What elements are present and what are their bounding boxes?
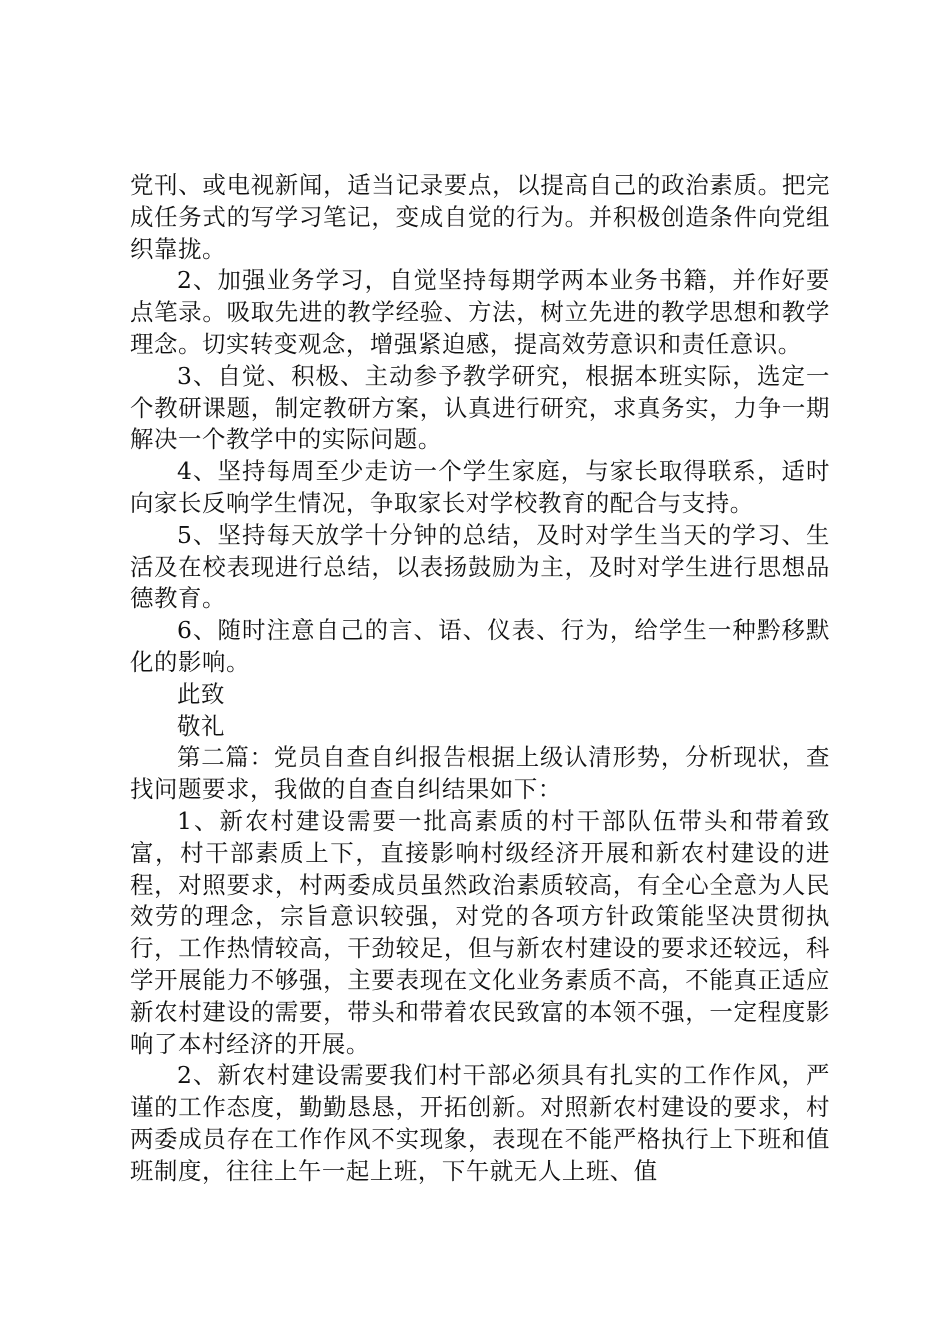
- closing-regards: 敬礼: [177, 711, 225, 740]
- paragraph-2: 2、加强业务学习，自觉坚持每期学两本业务书籍，并作好要点笔录。吸取先进的教学经验、方法，树立先进的教学思想和教学理念。切实转变观念，增强紧迫感，提高效劳意识和责任意识。: [130, 266, 830, 358]
- paragraph-6: 6、随时注意自己的言、语、仪表、行为，给学生一种黔移默化的影响。: [130, 616, 830, 676]
- closing-salutation: 此致: [177, 679, 225, 708]
- paragraph-5: 5、坚持每天放学十分钟的总结，及时对学生当天的学习、生活及在校表现进行总结，以表扬鼓励为主，及时对学生进行思想品德教育。: [130, 520, 830, 613]
- paragraph-part-two-1: 1、新农村建设需要一批高素质的村干部队伍带头和带着致富，村干部素质上下，直接影响村级经济开展和新农村建设的进程，对照要求，村两委成员虽然政治素质较高，有全心全意为人民效劳的理念，宗旨意识较强，对党的各项方针政策能坚决贯彻执行，工作热情较高，干劲较足，但与新农村建设的要求还较远，科学开展能力不够强，主要表现在文化业务素质不高，不能真正适应新农村建设的需要，带头和带着农民致富的本领不强，一定程度影响了本村经济的开展。: [130, 806, 830, 1058]
- paragraph-3: 3、自觉、积极、主动参予教学研究，根据本班实际，选定一个教研课题，制定教研方案，认真进行研究，求真务实，力争一期解决一个教学中的实际问题。: [130, 361, 830, 454]
- section-heading-part-two: 第二篇：党员自查自纠报告根据上级认清形势，分析现状，查找问题要求，我做的自查自纠结果如下：: [130, 743, 830, 804]
- paragraph-1: 党刊、或电视新闻，适当记录要点，以提高自己的政治素质。把完成任务式的写学习笔记，变成自觉的行为。并积极创造条件向党组织靠拢。: [130, 171, 830, 263]
- document-body: [130, 170, 830, 1188]
- paragraph-4: 4、坚持每周至少走访一个学生家庭，与家长取得联系，适时向家长反响学生情况，争取家长对学校教育的配合与支持。: [130, 457, 830, 517]
- paragraph-part-two-2: 2、新农村建设需要我们村干部必须具有扎实的工作作风，严谨的工作态度，勤勤恳恳，开拓创新。对照新农村建设的要求，村两委成员存在工作作风不实现象，表现在不能严格执行上下班和值班制度，往往上午一起上班，下午就无人上班、值: [130, 1061, 830, 1185]
